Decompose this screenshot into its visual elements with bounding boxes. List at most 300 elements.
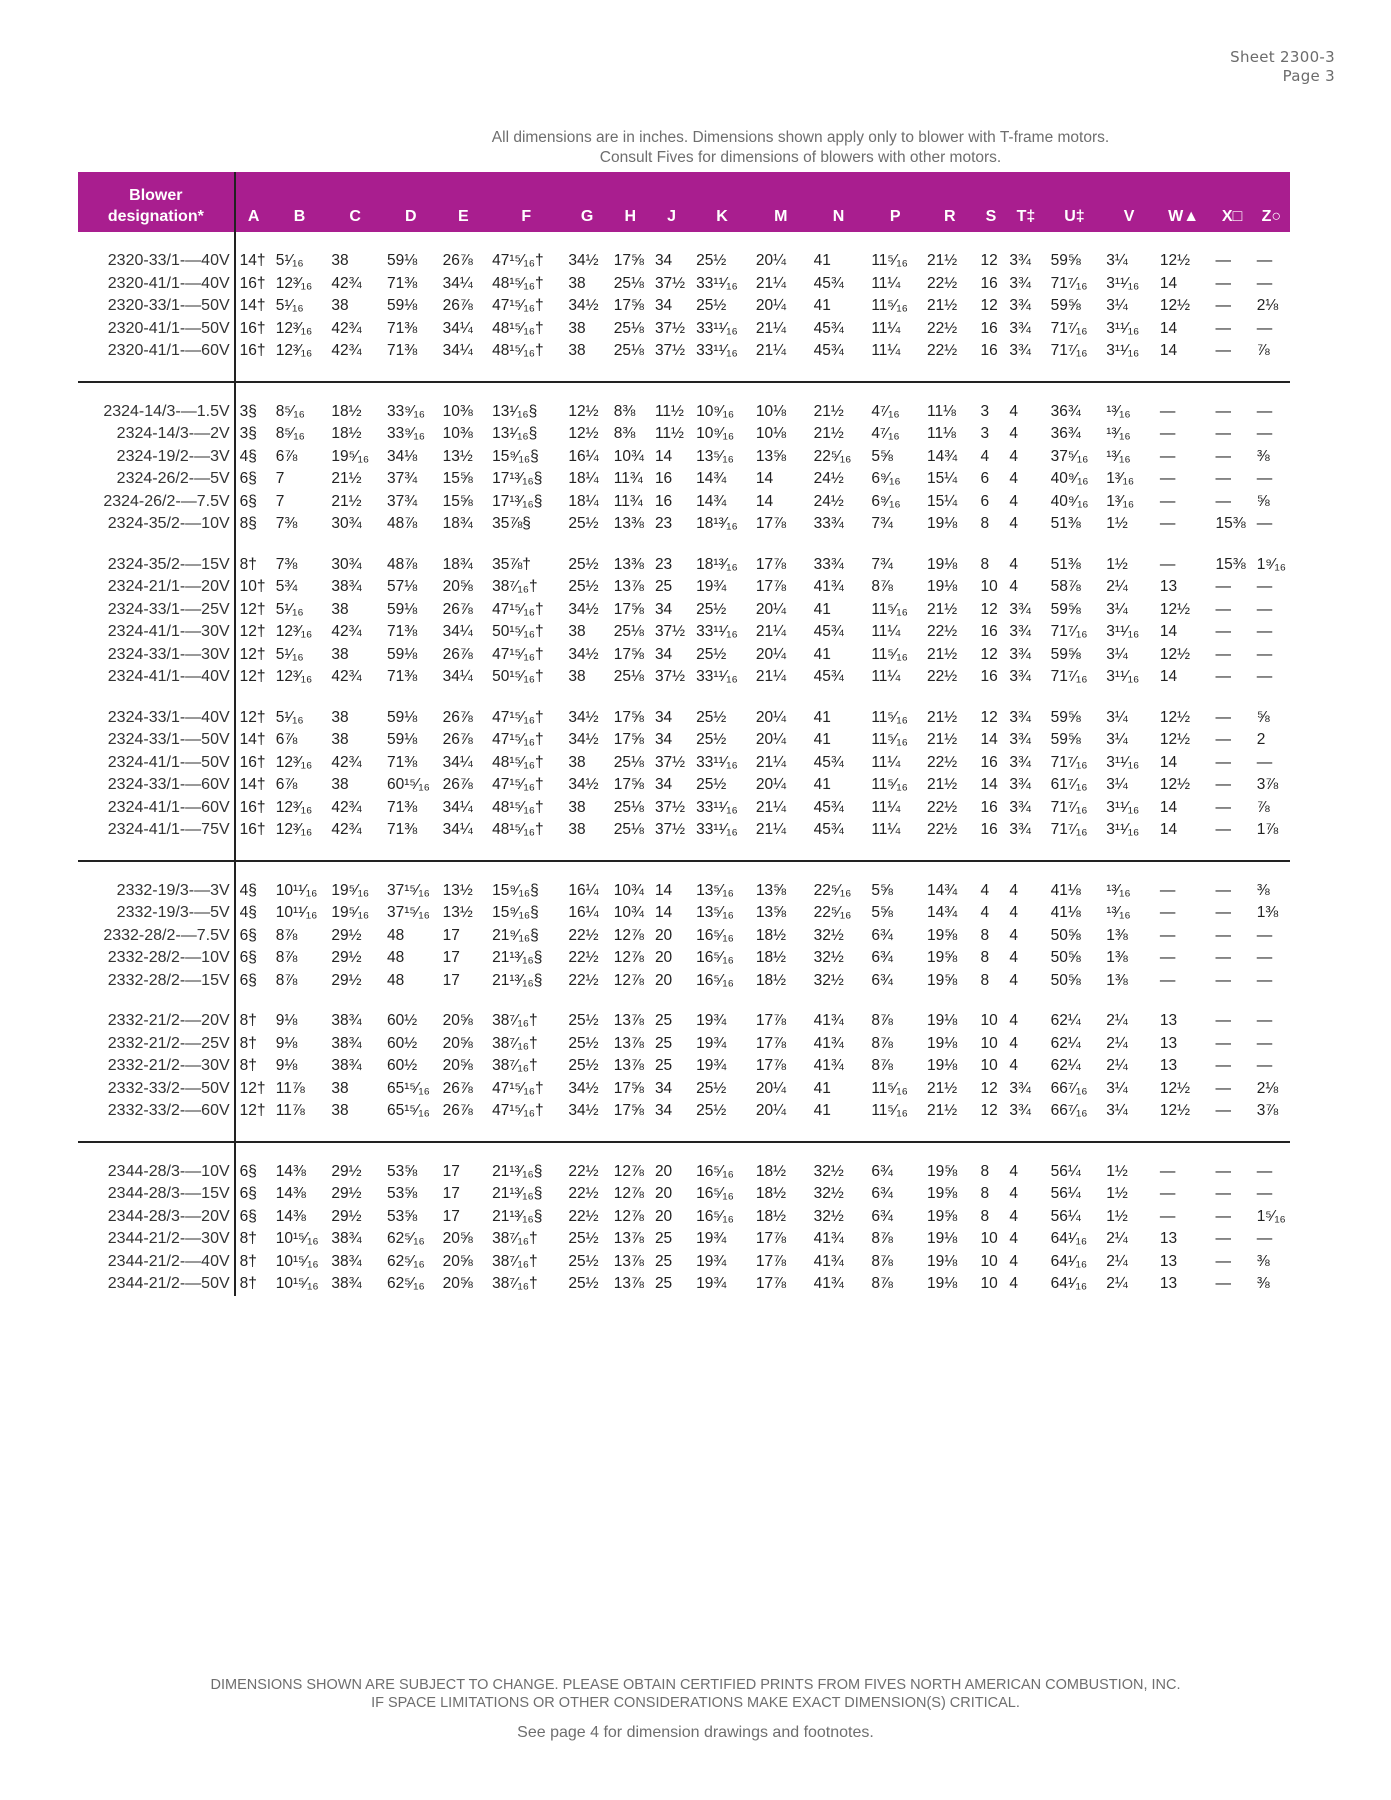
dimension-a: 6§ — [239, 1185, 257, 1202]
dimension-h: 25⅛ — [613, 319, 644, 337]
dimension-u: 59⅝ — [1050, 252, 1081, 269]
dimension-f: 38⁷⁄₁₆† — [492, 1012, 538, 1029]
dimension-x: — — [1215, 753, 1231, 771]
dimension-r: 22½ — [926, 668, 958, 685]
dimension-u: 37⁵⁄₁₆ — [1050, 447, 1089, 465]
dimension-a: 16† — [239, 753, 266, 771]
blower-designation: 2320-41/1-—50V — [78, 318, 235, 341]
dimension-m: 17⅞ — [755, 1012, 787, 1029]
dimension-b: 12³⁄₁₆ — [275, 798, 313, 816]
dimension-x: 15⅜ — [1215, 515, 1246, 532]
dimension-h: 17⅝ — [613, 1102, 644, 1119]
dimension-k: 16⁵⁄₁₆ — [696, 926, 734, 944]
dimension-g: 16¼ — [568, 904, 599, 921]
dimension-u: 59⅝ — [1050, 708, 1081, 726]
dimension-u: 71⁷⁄₁₆ — [1050, 821, 1088, 838]
dimension-e: 26⅞ — [442, 1102, 473, 1119]
dimension-x: — — [1215, 600, 1231, 618]
table-row — [78, 621, 1290, 644]
dimension-f: 48¹⁵⁄₁₆† — [492, 319, 544, 337]
dimension-g: 38 — [568, 753, 586, 771]
dimension-k: 19¾ — [696, 1012, 727, 1029]
dimension-u: 59⅝ — [1050, 645, 1081, 663]
dimension-c: 29½ — [331, 949, 362, 966]
dimension-u: 64¹⁄₁₆ — [1050, 1252, 1088, 1270]
dimension-s: 16 — [980, 821, 998, 838]
dimension-u: 71⁷⁄₁₆ — [1050, 623, 1088, 640]
dimension-u: 71⁷⁄₁₆ — [1050, 668, 1088, 685]
dimension-w: 13 — [1159, 1252, 1178, 1270]
dimension-h: 11¾ — [613, 492, 643, 510]
dimension-d: 62⁵⁄₁₆ — [387, 1252, 425, 1270]
dimension-v: 2¼ — [1106, 1252, 1128, 1270]
dimension-s: 8 — [980, 949, 990, 966]
dimension-v: ¹³⁄₁₆ — [1106, 881, 1131, 899]
table-row — [78, 599, 1290, 622]
dimension-w: — — [1159, 926, 1176, 944]
dimension-z: ⅜ — [1256, 447, 1270, 465]
dimension-a: 14† — [239, 731, 266, 748]
dimension-h: 13⅞ — [613, 578, 644, 595]
dimension-a: 6§ — [239, 1207, 257, 1225]
dimension-z: — — [1256, 319, 1273, 337]
dimension-r: 19⅛ — [926, 1275, 958, 1292]
dimension-x: — — [1215, 776, 1231, 793]
dimension-x: — — [1215, 425, 1231, 442]
table-row — [78, 1206, 1290, 1229]
blower-designation: 2324-33/1-—40V — [78, 707, 235, 730]
dimension-n: 32½ — [813, 949, 844, 966]
dimension-z: 2⅛ — [1256, 1079, 1279, 1097]
dimension-m: 17⅞ — [755, 1057, 787, 1074]
dimension-k: 16⁵⁄₁₆ — [696, 1185, 734, 1202]
dimension-v: 3¹¹⁄₁₆ — [1106, 342, 1140, 359]
dimension-r: 19⅛ — [926, 555, 958, 573]
dimension-r: 19⅝ — [926, 1207, 958, 1225]
dimension-c: 19⁵⁄₁₆ — [331, 447, 370, 465]
dimension-a: 14† — [239, 776, 266, 793]
dimension-c: 38 — [331, 252, 349, 269]
dimension-w: — — [1159, 1162, 1176, 1180]
dimension-b: 10¹⁵⁄₁₆ — [275, 1252, 319, 1270]
dimension-n: 41 — [813, 600, 831, 618]
dimension-t: 3¾ — [1009, 342, 1031, 359]
dimension-s: 12 — [980, 600, 998, 618]
dimension-u: 71⁷⁄₁₆ — [1050, 753, 1088, 771]
dimension-v: 3¹¹⁄₁₆ — [1106, 798, 1140, 816]
dimension-z: — — [1256, 753, 1273, 771]
dimension-s: 8 — [980, 971, 990, 989]
dimension-c: 42¾ — [331, 668, 362, 685]
dimension-d: 37¾ — [387, 470, 418, 487]
dimension-j: 25 — [654, 1252, 673, 1270]
dimension-t: 4 — [1009, 926, 1019, 944]
dimension-f: 47¹⁵⁄₁₆† — [492, 708, 544, 726]
dimension-m: 13⅝ — [755, 904, 787, 921]
dimension-s: 8 — [980, 926, 990, 944]
dimension-t: 4 — [1009, 904, 1019, 921]
dimension-s: 4 — [980, 881, 990, 899]
dimension-w: 12½ — [1159, 252, 1190, 269]
dimension-p: 8⅞ — [871, 1012, 893, 1029]
dimension-c: 21½ — [331, 492, 362, 510]
dimension-p: 11¼ — [871, 753, 901, 771]
dimension-r: 21½ — [926, 731, 958, 748]
dimension-a: 16† — [239, 319, 266, 337]
dimension-h: 13⅞ — [613, 1230, 644, 1247]
dimension-s: 10 — [980, 578, 998, 595]
dimension-m: 14 — [755, 470, 774, 487]
blower-designation: 2324-33/1-—50V — [78, 729, 235, 752]
dimension-c: 19⁵⁄₁₆ — [331, 881, 370, 899]
column-header-v: V — [1102, 172, 1156, 232]
dimension-r: 21½ — [926, 600, 958, 618]
dimension-g: 25½ — [568, 1057, 599, 1074]
dimension-p: 5⅝ — [871, 904, 893, 921]
dimension-a: 8§ — [239, 515, 257, 532]
dimension-h: 13⅜ — [613, 515, 644, 532]
table-header-row — [78, 172, 1290, 232]
dimension-w: 12½ — [1159, 1102, 1190, 1119]
dimension-e: 20⅝ — [442, 1012, 473, 1029]
dimension-j: 16 — [654, 492, 673, 510]
dimension-v: 3¹¹⁄₁₆ — [1106, 821, 1140, 838]
dimension-k: 16⁵⁄₁₆ — [696, 1162, 734, 1180]
dimension-h: 12⅞ — [613, 926, 644, 944]
dimension-d: 62⁵⁄₁₆ — [387, 1230, 425, 1247]
dimension-f: 48¹⁵⁄₁₆† — [492, 342, 544, 359]
dimension-a: 8† — [239, 1252, 257, 1270]
dimension-u: 41⅛ — [1050, 904, 1081, 921]
dimension-h: 17⅝ — [613, 1079, 644, 1097]
dimension-c: 29½ — [331, 1162, 362, 1180]
column-header-h: H — [610, 172, 651, 232]
dimension-a: 12† — [239, 668, 266, 685]
dimension-t: 4 — [1009, 1230, 1019, 1247]
blower-designation: 2344-21/2-—50V — [78, 1273, 235, 1296]
table-row — [78, 295, 1290, 318]
dimension-n: 41 — [813, 1079, 831, 1097]
dimension-a: 16† — [239, 342, 266, 359]
group-gap — [78, 861, 1290, 880]
dimension-f: 35⅞§ — [492, 515, 531, 532]
dimension-g: 22½ — [568, 1207, 599, 1225]
dimension-a: 12† — [239, 645, 266, 663]
dimension-r: 19⅝ — [926, 971, 958, 989]
dimension-b: 14⅜ — [275, 1185, 306, 1202]
dimension-h: 13⅞ — [613, 1057, 644, 1074]
dimension-t: 3¾ — [1009, 600, 1031, 618]
dimension-j: 34 — [654, 708, 673, 726]
dimension-r: 21½ — [926, 645, 958, 663]
blower-designation: 2324-35/2-—10V — [78, 513, 235, 536]
dimension-t: 4 — [1009, 949, 1019, 966]
dimension-s: 4 — [980, 904, 990, 921]
dimension-c: 42¾ — [331, 753, 362, 771]
dimension-j: 34 — [654, 645, 673, 663]
column-header-w: W▲ — [1156, 172, 1212, 232]
dimension-k: 25½ — [696, 776, 727, 793]
dimension-k: 33¹¹⁄₁₆ — [696, 668, 738, 685]
dimension-v: 3¼ — [1106, 731, 1128, 748]
dimension-t: 3¾ — [1009, 645, 1031, 663]
dimension-x: — — [1215, 297, 1231, 314]
dimension-b: 12³⁄₁₆ — [275, 821, 313, 838]
dimension-p: 4⁷⁄₁₆ — [871, 402, 900, 420]
group-divider — [78, 363, 1290, 382]
dimension-g: 38 — [568, 668, 586, 685]
dimension-v: 3¹¹⁄₁₆ — [1106, 274, 1140, 292]
dimension-j: 20 — [654, 1207, 673, 1225]
dimension-n: 41 — [813, 297, 831, 314]
dimension-j: 23 — [654, 515, 673, 532]
dimension-n: 22⁵⁄₁₆ — [813, 881, 852, 899]
dimension-d: 60¹⁵⁄₁₆ — [387, 776, 430, 793]
dimension-d: 71⅜ — [387, 753, 418, 771]
dimension-e: 26⅞ — [442, 645, 473, 663]
dimension-t: 4 — [1009, 1012, 1019, 1029]
dimension-m: 13⅝ — [755, 881, 787, 899]
dimension-n: 41 — [813, 731, 831, 748]
dimension-u: 56¼ — [1050, 1162, 1081, 1180]
dimension-f: 17¹³⁄₁₆§ — [492, 492, 543, 510]
table-row — [78, 707, 1290, 730]
dimension-x: — — [1215, 904, 1231, 921]
dimension-h: 17⅝ — [613, 731, 644, 748]
dimension-x: 15⅜ — [1215, 555, 1246, 573]
dimension-n: 41¾ — [813, 1252, 844, 1270]
dimension-u: 50⅝ — [1050, 926, 1081, 944]
dimension-e: 34¼ — [442, 668, 473, 685]
dimension-c: 29½ — [331, 1185, 362, 1202]
dimension-e: 15⅝ — [442, 470, 473, 487]
dimension-e: 18¾ — [442, 515, 473, 532]
dimension-u: 71⁷⁄₁₆ — [1050, 342, 1088, 359]
dimension-d: 37¾ — [387, 492, 418, 510]
dimension-u: 62¼ — [1050, 1034, 1081, 1052]
dimension-s: 12 — [980, 1079, 998, 1097]
dimension-f: 47¹⁵⁄₁₆† — [492, 776, 544, 793]
dimension-r: 22½ — [926, 342, 958, 359]
blower-designation: 2324-14/3-—2V — [78, 423, 235, 446]
dimensions-table — [78, 172, 1290, 1296]
dimension-m: 20¼ — [755, 731, 787, 748]
column-header-g: G — [564, 172, 609, 232]
dimension-x: — — [1215, 578, 1231, 595]
blower-designation: 2332-19/3-—5V — [78, 902, 235, 925]
dimension-j: 37½ — [654, 668, 686, 685]
dimension-c: 19⁵⁄₁₆ — [331, 904, 370, 921]
dimension-c: 42¾ — [331, 798, 362, 816]
dimension-u: 56¼ — [1050, 1207, 1081, 1225]
dimension-g: 34½ — [568, 1079, 599, 1097]
dimension-k: 33¹¹⁄₁₆ — [696, 798, 738, 816]
dimension-d: 62⁵⁄₁₆ — [387, 1275, 425, 1292]
dimension-z: — — [1256, 515, 1273, 532]
dimension-v: 1½ — [1106, 555, 1128, 573]
dimension-z: ⅝ — [1256, 492, 1270, 510]
dimension-b: 9⅛ — [275, 1012, 298, 1029]
dimension-j: 11½ — [654, 425, 684, 442]
dimension-a: 14† — [239, 297, 266, 314]
dimension-d: 71⅜ — [387, 623, 418, 640]
dimension-w: 14 — [1159, 668, 1178, 685]
dimension-b: 5¾ — [275, 578, 298, 595]
dimension-g: 18¼ — [568, 470, 599, 487]
dimension-x: — — [1215, 949, 1231, 966]
dimension-d: 71⅜ — [387, 319, 418, 337]
dimension-p: 6¾ — [871, 1207, 893, 1225]
dimension-p: 11¼ — [871, 623, 901, 640]
dimension-f: 21¹³⁄₁₆§ — [492, 949, 543, 966]
dimension-d: 48 — [387, 971, 405, 989]
dimension-b: 5¹⁄₁₆ — [275, 708, 304, 726]
dimension-b: 6⅞ — [275, 447, 298, 465]
dimension-p: 11⁵⁄₁₆ — [871, 776, 908, 793]
dimension-n: 41¾ — [813, 1275, 844, 1292]
dimension-f: 21⁹⁄₁₆§ — [492, 926, 539, 944]
dimension-r: 15¼ — [926, 470, 958, 487]
dimension-r: 19⅝ — [926, 926, 958, 944]
dimension-r: 19⅝ — [926, 1185, 958, 1202]
dimension-j: 34 — [654, 776, 673, 793]
dimension-v: 1⅜ — [1106, 971, 1128, 989]
blower-designation: 2344-28/3-—10V — [78, 1161, 235, 1184]
dimension-e: 26⅞ — [442, 708, 473, 726]
dimension-w: 14 — [1159, 821, 1178, 838]
dimension-x: — — [1215, 821, 1231, 838]
dimension-z: — — [1256, 402, 1273, 420]
dimension-t: 4 — [1009, 425, 1019, 442]
dimension-p: 11⁵⁄₁₆ — [871, 1102, 908, 1119]
dimension-h: 17⅝ — [613, 645, 644, 663]
dimension-z: — — [1256, 1230, 1273, 1247]
dimension-f: 21¹³⁄₁₆§ — [492, 1162, 543, 1180]
dimension-w: 12½ — [1159, 776, 1190, 793]
dimension-e: 20⅝ — [442, 1252, 473, 1270]
dimension-t: 4 — [1009, 881, 1019, 899]
dimension-a: 8† — [239, 1275, 257, 1292]
dimension-v: 3¹¹⁄₁₆ — [1106, 753, 1140, 771]
dimension-h: 13⅜ — [613, 555, 644, 573]
dimension-n: 41 — [813, 252, 831, 269]
dimension-n: 45¾ — [813, 821, 844, 838]
table-row — [78, 576, 1290, 599]
dimension-k: 19¾ — [696, 578, 727, 595]
dimension-u: 61⁷⁄₁₆ — [1050, 776, 1088, 793]
dimension-p: 8⅞ — [871, 1252, 893, 1270]
column-header-k: K — [692, 172, 752, 232]
dimension-j: 25 — [654, 1034, 673, 1052]
dimension-s: 3 — [980, 425, 990, 442]
dimension-s: 6 — [980, 492, 990, 510]
dimension-a: 6§ — [239, 1162, 257, 1180]
dimension-e: 13½ — [442, 904, 473, 921]
dimension-k: 18¹³⁄₁₆ — [696, 515, 738, 532]
dimension-h: 13⅞ — [613, 1034, 644, 1052]
group-gap — [78, 536, 1290, 554]
dimension-f: 17¹³⁄₁₆§ — [492, 470, 543, 487]
dimension-b: 12³⁄₁₆ — [275, 753, 313, 771]
table-row — [78, 1183, 1290, 1206]
dimension-z: — — [1256, 470, 1273, 487]
dimension-n: 22⁵⁄₁₆ — [813, 447, 852, 465]
dimension-m: 20¼ — [755, 297, 787, 314]
dimension-g: 12½ — [568, 425, 599, 442]
dimension-j: 25 — [654, 1275, 673, 1292]
dimension-f: 21¹³⁄₁₆§ — [492, 1185, 543, 1202]
dimension-b: 10¹⁵⁄₁₆ — [275, 1275, 319, 1292]
dimension-h: 12⅞ — [613, 949, 644, 966]
dimension-c: 38 — [331, 1079, 349, 1097]
dimension-b: 7 — [275, 470, 285, 487]
dimension-m: 21¼ — [755, 798, 787, 816]
dimension-d: 57⅛ — [387, 578, 418, 595]
dimension-j: 14 — [654, 447, 673, 465]
dimension-j: 37½ — [654, 342, 686, 359]
dimension-f: 21¹³⁄₁₆§ — [492, 971, 543, 989]
dimension-s: 3 — [980, 402, 990, 420]
table-row — [78, 902, 1290, 925]
column-header-r: R — [923, 172, 977, 232]
dimension-m: 18½ — [755, 1162, 787, 1180]
dimension-j: 34 — [654, 731, 673, 748]
dimension-a: 12† — [239, 600, 266, 618]
blower-designation: 2324-19/2-—3V — [78, 446, 235, 469]
dimension-e: 17 — [442, 1207, 460, 1225]
dimension-c: 38 — [331, 731, 349, 748]
dimension-d: 53⅝ — [387, 1207, 418, 1225]
dimension-p: 11¼ — [871, 319, 901, 337]
dimension-h: 17⅝ — [613, 776, 644, 793]
dimension-e: 20⅝ — [442, 1275, 473, 1292]
dimension-m: 17⅞ — [755, 1230, 787, 1247]
blower-designation: 2332-28/2-—15V — [78, 970, 235, 993]
dimension-u: 58⅞ — [1050, 578, 1081, 595]
dimension-f: 47¹⁵⁄₁₆† — [492, 600, 544, 618]
dimension-m: 14 — [755, 492, 774, 510]
dimension-g: 16¼ — [568, 447, 599, 465]
dimension-a: 6§ — [239, 470, 257, 487]
dimension-t: 3¾ — [1009, 252, 1031, 269]
sheet-identifier — [1230, 48, 1335, 86]
dimension-g: 12½ — [568, 402, 599, 420]
dimension-h: 25⅛ — [613, 342, 644, 359]
dimension-z: — — [1256, 425, 1273, 442]
dimension-s: 12 — [980, 297, 998, 314]
dimension-r: 19⅛ — [926, 515, 958, 532]
dimension-u: 59⅝ — [1050, 600, 1081, 618]
dimension-b: 7⅜ — [275, 555, 298, 573]
blower-designation: 2324-41/1-—75V — [78, 819, 235, 842]
table-row — [78, 468, 1290, 491]
group-gap — [78, 232, 1290, 250]
dimension-s: 4 — [980, 447, 990, 465]
dimension-k: 10⁹⁄₁₆ — [696, 402, 735, 420]
dimension-a: 3§ — [239, 425, 257, 442]
dimension-n: 41 — [813, 1102, 831, 1119]
dimension-u: 50⅝ — [1050, 949, 1081, 966]
dimension-t: 3¾ — [1009, 798, 1031, 816]
dimension-n: 41¾ — [813, 1034, 844, 1052]
dimension-x: — — [1215, 971, 1231, 989]
blower-designation: 2344-28/3-—20V — [78, 1206, 235, 1229]
disclaimer-line-2: IF SPACE LIMITATIONS OR OTHER CONSIDERATIONS MAKE EXACT DIMENSION(S) CRITICAL. — [371, 1695, 1020, 1711]
blower-designation: 2320-33/1-—50V — [78, 295, 235, 318]
dimension-h: 12⅞ — [613, 1207, 644, 1225]
dimension-k: 33¹¹⁄₁₆ — [696, 821, 738, 838]
dimension-c: 42¾ — [331, 319, 362, 337]
